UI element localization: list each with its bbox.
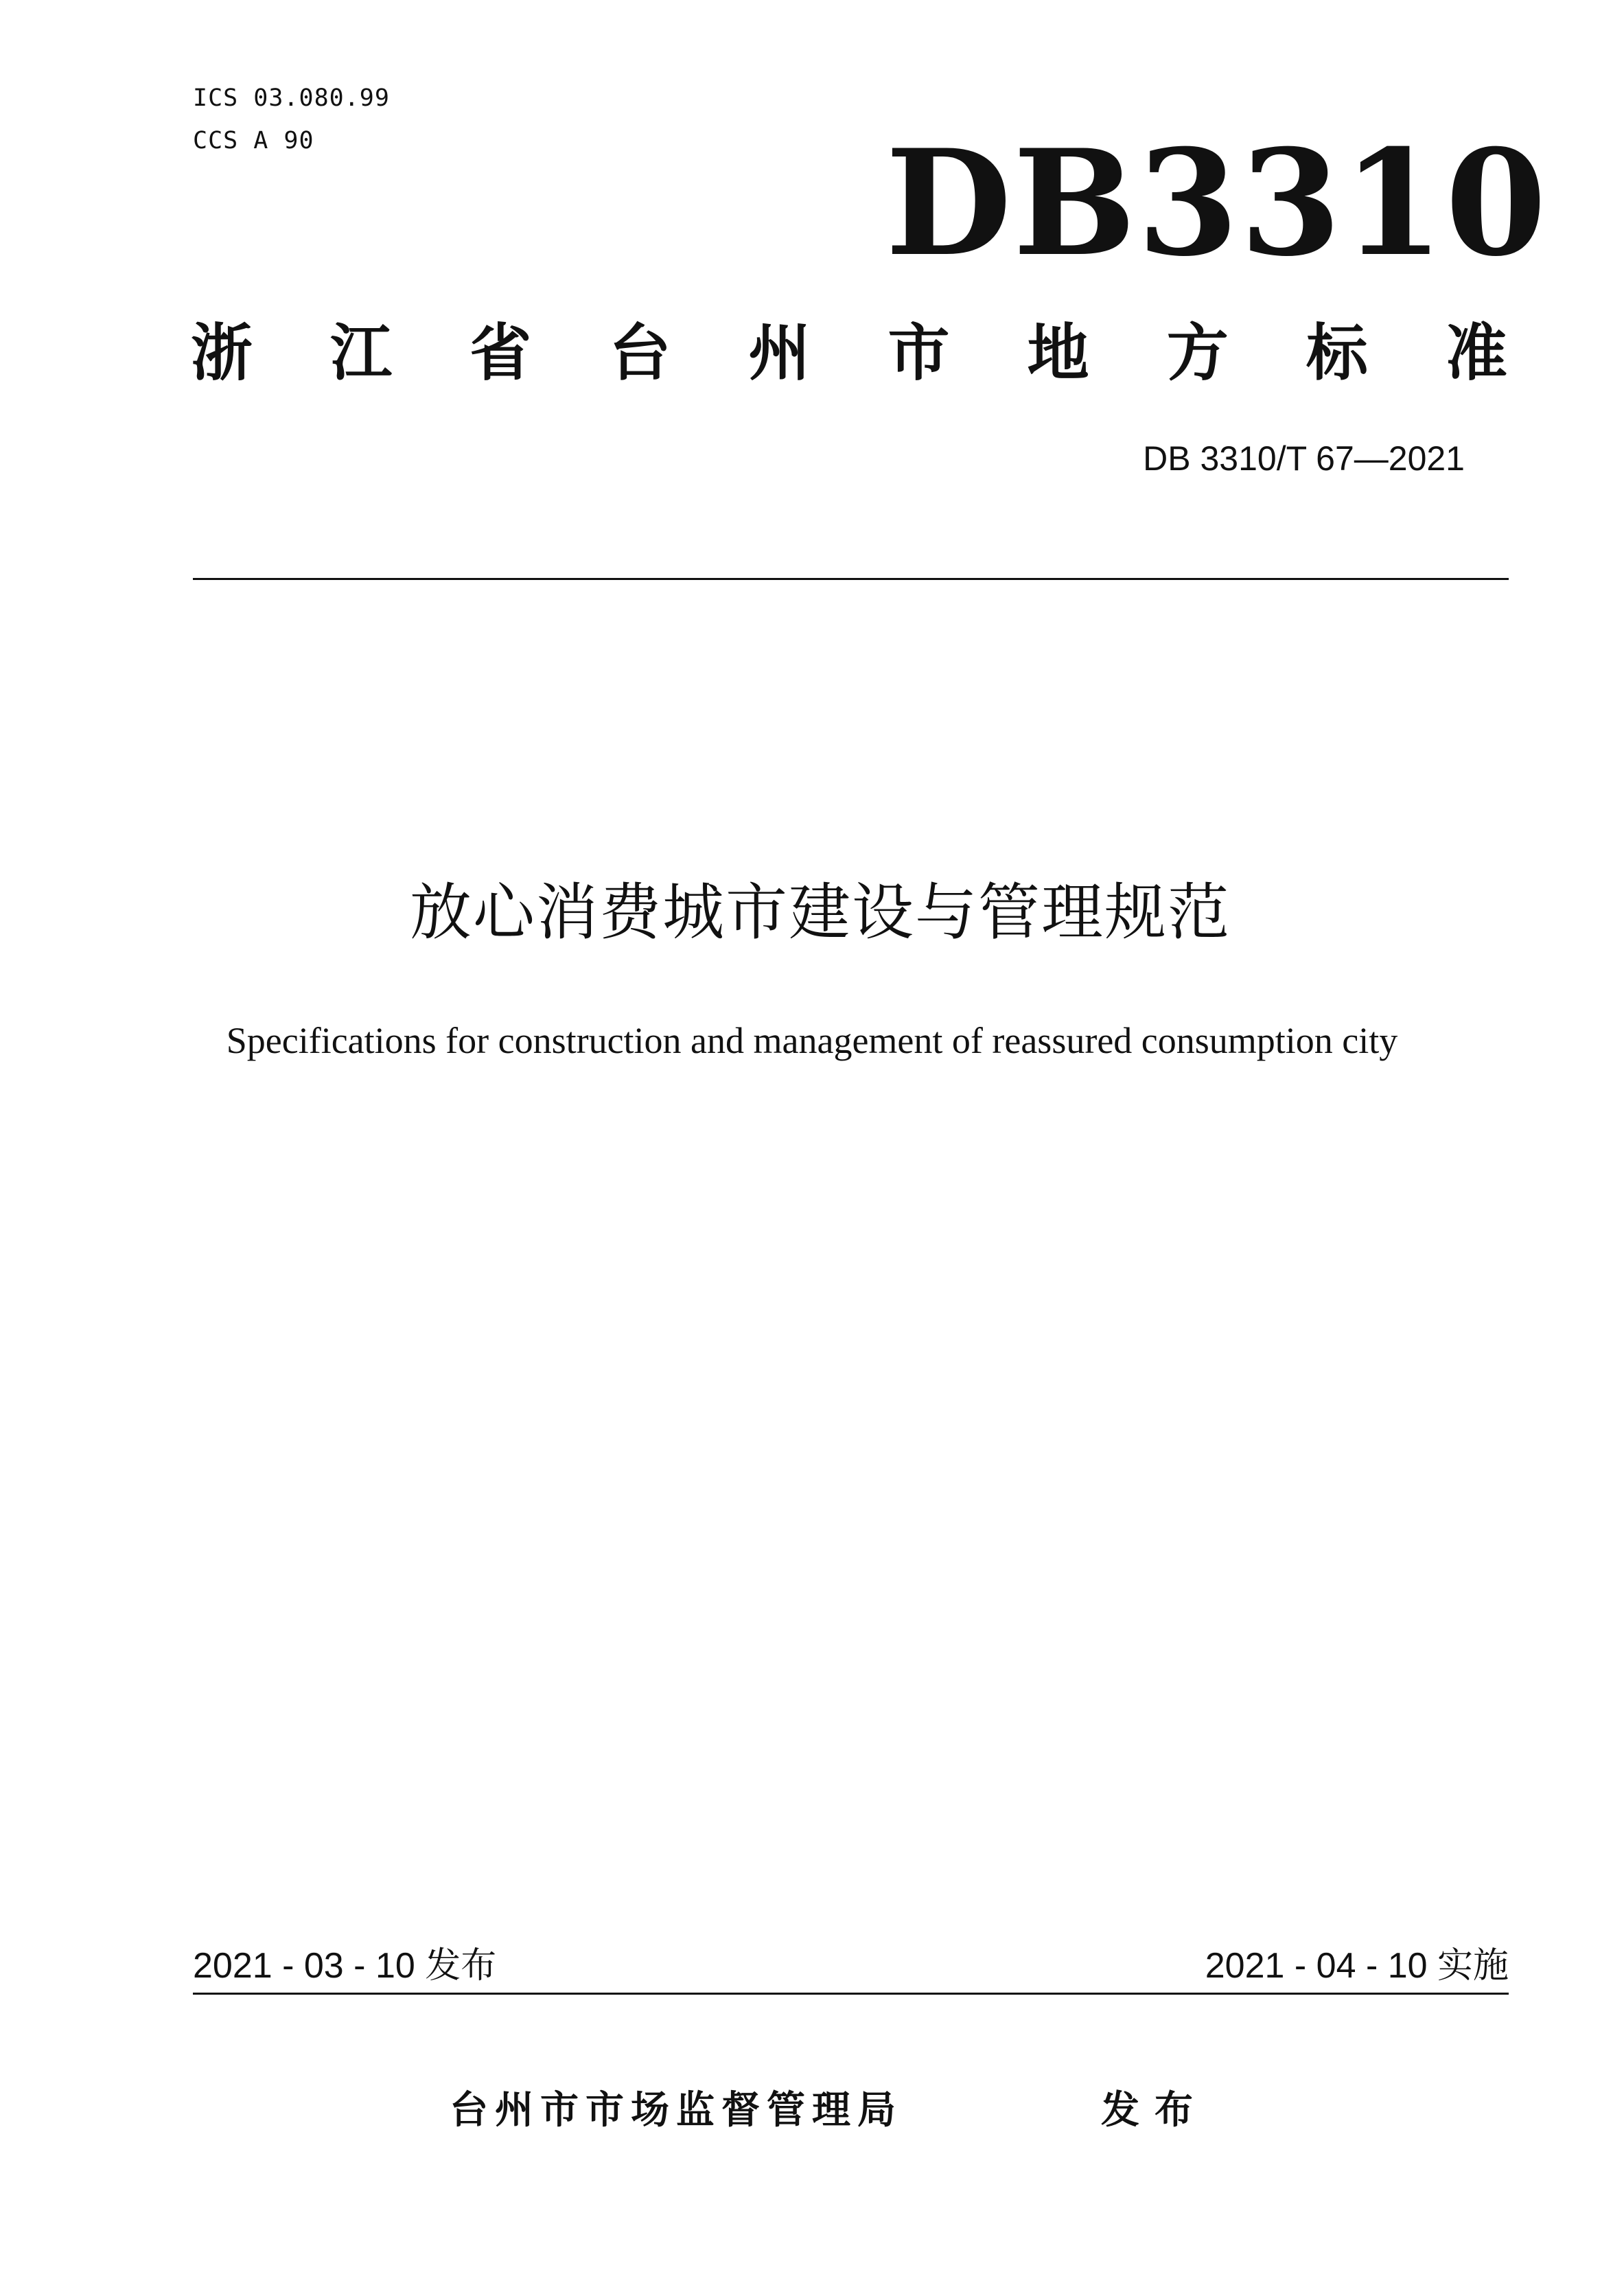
ccs-code: CCS A 90 — [193, 127, 314, 154]
standard-type-char: 标 — [1306, 317, 1368, 389]
publish-label: 发布 — [1101, 2088, 1208, 2133]
standard-type-char: 江 — [330, 317, 393, 389]
bottom-divider — [193, 1993, 1509, 1995]
standard-type-char: 浙 — [191, 317, 253, 389]
top-divider — [193, 578, 1509, 580]
standard-type-char: 州 — [748, 317, 811, 389]
standard-number: DB 3310/T 67—2021 — [1143, 439, 1465, 478]
standard-mark: DB3310 — [885, 117, 1548, 288]
ics-code: ICS 03.080.99 — [193, 84, 390, 112]
standard-type-char: 准 — [1445, 317, 1507, 389]
standard-type-heading — [191, 316, 1507, 391]
release-date: 2021 - 03 - 10 发布 — [193, 1946, 497, 1986]
title-chinese: 放心消费城市建设与管理规范 — [410, 877, 1231, 949]
title-english: Specifications for construction and management of reassured consumption city — [226, 1020, 1398, 1061]
standard-type-char: 方 — [1166, 317, 1229, 389]
implementation-date: 2021 - 04 - 10 实施 — [1205, 1946, 1509, 1986]
standard-type-char: 地 — [1027, 317, 1089, 389]
standard-type-char: 台 — [609, 317, 671, 389]
standard-type-char: 市 — [888, 317, 950, 389]
standard-type-char: 省 — [469, 317, 532, 389]
publisher-name: 台州市市场监督管理局 — [450, 2088, 903, 2133]
